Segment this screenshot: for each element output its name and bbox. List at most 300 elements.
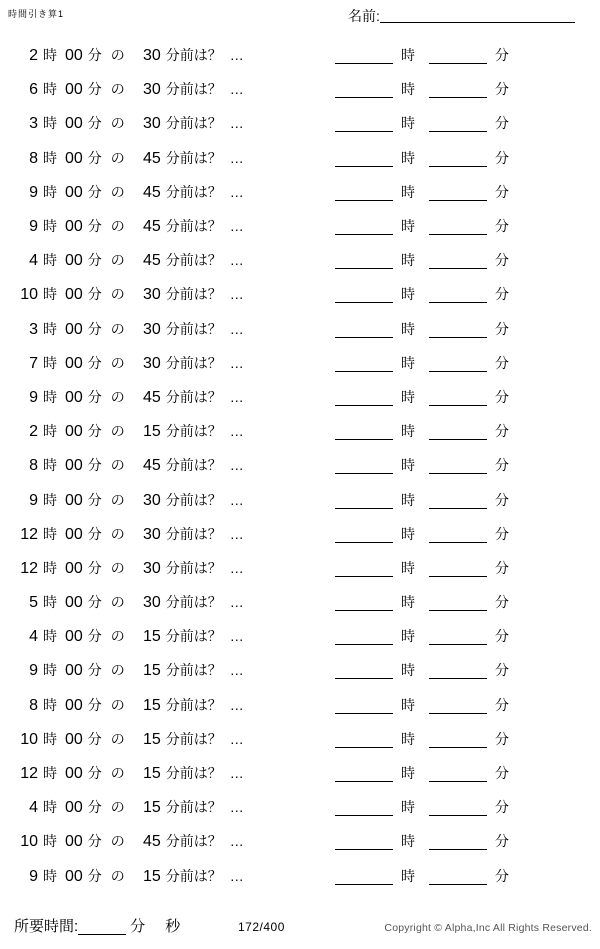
hour-unit-label: 時 xyxy=(43,252,57,269)
problem-subtract: 45 xyxy=(143,252,161,270)
problem-minute: 00 xyxy=(65,388,83,406)
hour-unit-label: 時 xyxy=(43,525,57,542)
minute-unit-label: 分 xyxy=(87,252,102,269)
of-label: の xyxy=(110,833,125,850)
answer-area xyxy=(335,320,600,338)
of-label: の xyxy=(110,183,125,200)
dots-label: … xyxy=(229,183,244,200)
problem-hour: 8 xyxy=(29,149,38,167)
problem-question xyxy=(0,455,335,475)
problem-minute: 00 xyxy=(65,218,83,236)
problem-question xyxy=(0,626,335,646)
answer-hour-input[interactable] xyxy=(335,696,393,714)
answer-minute-unit: 分 xyxy=(495,833,509,850)
of-label: の xyxy=(110,765,125,782)
dots-label: … xyxy=(229,594,244,611)
problem-minute: 00 xyxy=(65,183,83,201)
answer-minute-unit: 分 xyxy=(495,457,509,474)
answer-area xyxy=(335,114,600,132)
of-label: の xyxy=(110,628,125,645)
problem-question xyxy=(0,695,335,715)
problem-row xyxy=(0,688,600,722)
answer-hour-unit: 時 xyxy=(401,218,415,235)
before-label: 分前は？ xyxy=(165,765,222,782)
answer-area xyxy=(335,764,600,782)
problem-row xyxy=(0,824,600,858)
problem-question xyxy=(0,148,335,168)
hour-unit-label: 時 xyxy=(43,696,57,713)
problem-question xyxy=(0,421,335,441)
problem-subtract: 30 xyxy=(143,47,161,65)
hour-unit-label: 時 xyxy=(43,799,57,816)
answer-area xyxy=(335,525,600,543)
dots-label: … xyxy=(229,320,244,337)
answer-area xyxy=(335,730,600,748)
of-label: の xyxy=(110,491,125,508)
answer-minute-input[interactable] xyxy=(429,46,487,64)
of-label: の xyxy=(110,149,125,166)
answer-hour-input[interactable] xyxy=(335,798,393,816)
problem-hour: 12 xyxy=(20,765,38,783)
answer-hour-input[interactable] xyxy=(335,46,393,64)
answer-minute-unit: 分 xyxy=(495,696,509,713)
problem-row xyxy=(0,277,600,311)
answer-hour-input[interactable] xyxy=(335,285,393,303)
answer-hour-input[interactable] xyxy=(335,764,393,782)
problem-hour: 8 xyxy=(29,696,38,714)
minute-unit-label: 分 xyxy=(87,765,102,782)
minute-unit-label: 分 xyxy=(87,286,102,303)
answer-area xyxy=(335,559,600,577)
name-input-line[interactable] xyxy=(380,8,575,23)
answer-minute-unit: 分 xyxy=(495,47,509,64)
problem-question xyxy=(0,524,335,544)
answer-hour-unit: 時 xyxy=(401,833,415,850)
problem-subtract: 15 xyxy=(143,423,161,441)
dots-label: … xyxy=(229,559,244,576)
page-footer xyxy=(0,915,600,941)
problem-row xyxy=(0,312,600,346)
minute-unit-label: 分 xyxy=(87,218,102,235)
answer-hour-input[interactable] xyxy=(335,593,393,611)
of-label: の xyxy=(110,354,125,371)
hour-unit-label: 時 xyxy=(43,662,57,679)
answer-hour-unit: 時 xyxy=(401,286,415,303)
problem-minute: 00 xyxy=(65,320,83,338)
answer-minute-input[interactable] xyxy=(429,627,487,645)
problem-hour: 7 xyxy=(29,354,38,372)
answer-area xyxy=(335,149,600,167)
problem-hour: 9 xyxy=(29,388,38,406)
answer-area xyxy=(335,491,600,509)
time-taken-minute-input[interactable] xyxy=(78,917,126,935)
answer-minute-input[interactable] xyxy=(429,217,487,235)
answer-hour-unit: 時 xyxy=(401,423,415,440)
of-label: の xyxy=(110,662,125,679)
problem-row xyxy=(0,619,600,653)
answer-minute-unit: 分 xyxy=(495,320,509,337)
answer-hour-unit: 時 xyxy=(401,799,415,816)
answer-hour-input[interactable] xyxy=(335,217,393,235)
dots-label: … xyxy=(229,354,244,371)
minute-unit-label: 分 xyxy=(87,662,102,679)
hour-unit-label: 時 xyxy=(43,47,57,64)
problem-row xyxy=(0,38,600,72)
before-label: 分前は？ xyxy=(165,662,222,679)
minute-unit-label: 分 xyxy=(87,81,102,98)
problem-minute: 00 xyxy=(65,423,83,441)
problem-question xyxy=(0,490,335,510)
problem-minute: 00 xyxy=(65,47,83,65)
problem-hour: 6 xyxy=(29,81,38,99)
answer-minute-unit: 分 xyxy=(495,252,509,269)
problem-hour: 5 xyxy=(29,594,38,612)
answer-hour-unit: 時 xyxy=(401,47,415,64)
answer-minute-input[interactable] xyxy=(429,525,487,543)
dots-label: … xyxy=(229,423,244,440)
answer-area xyxy=(335,251,600,269)
problem-row xyxy=(0,243,600,277)
of-label: の xyxy=(110,47,125,64)
problem-hour: 3 xyxy=(29,115,38,133)
problem-row xyxy=(0,790,600,824)
problem-subtract: 15 xyxy=(143,730,161,748)
hour-unit-label: 時 xyxy=(43,833,57,850)
problem-subtract: 45 xyxy=(143,183,161,201)
problem-row xyxy=(0,517,600,551)
problem-subtract: 30 xyxy=(143,286,161,304)
answer-hour-input[interactable] xyxy=(335,388,393,406)
answer-hour-input[interactable] xyxy=(335,183,393,201)
answer-minute-input[interactable] xyxy=(429,114,487,132)
problem-minute: 00 xyxy=(65,799,83,817)
of-label: の xyxy=(110,286,125,303)
before-label: 分前は？ xyxy=(165,559,222,576)
answer-hour-input[interactable] xyxy=(335,730,393,748)
answer-minute-unit: 分 xyxy=(495,799,509,816)
answer-hour-input[interactable] xyxy=(335,661,393,679)
problem-subtract: 30 xyxy=(143,594,161,612)
time-taken-second-unit: 秒 xyxy=(165,918,181,935)
of-label: の xyxy=(110,559,125,576)
hour-unit-label: 時 xyxy=(43,628,57,645)
answer-minute-unit: 分 xyxy=(495,218,509,235)
answer-minute-unit: 分 xyxy=(495,286,509,303)
problem-question xyxy=(0,113,335,133)
answer-minute-input[interactable] xyxy=(429,80,487,98)
before-label: 分前は？ xyxy=(165,594,222,611)
before-label: 分前は？ xyxy=(165,833,222,850)
minute-unit-label: 分 xyxy=(87,183,102,200)
answer-minute-input[interactable] xyxy=(429,730,487,748)
problem-minute: 00 xyxy=(65,525,83,543)
of-label: の xyxy=(110,218,125,235)
problem-row xyxy=(0,482,600,516)
answer-hour-unit: 時 xyxy=(401,252,415,269)
hour-unit-label: 時 xyxy=(43,388,57,405)
problem-subtract: 15 xyxy=(143,628,161,646)
answer-hour-input[interactable] xyxy=(335,627,393,645)
problem-minute: 00 xyxy=(65,115,83,133)
answer-minute-input[interactable] xyxy=(429,764,487,782)
problem-hour: 2 xyxy=(29,423,38,441)
problem-subtract: 45 xyxy=(143,218,161,236)
dots-label: … xyxy=(229,115,244,132)
problem-question xyxy=(0,387,335,407)
answer-hour-input[interactable] xyxy=(335,251,393,269)
minute-unit-label: 分 xyxy=(87,628,102,645)
answer-hour-input[interactable] xyxy=(335,867,393,885)
problem-minute: 00 xyxy=(65,491,83,509)
answer-area xyxy=(335,422,600,440)
before-label: 分前は？ xyxy=(165,252,222,269)
of-label: の xyxy=(110,115,125,132)
problem-hour: 4 xyxy=(29,799,38,817)
problem-subtract: 45 xyxy=(143,388,161,406)
answer-hour-unit: 時 xyxy=(401,320,415,337)
before-label: 分前は？ xyxy=(165,183,222,200)
answer-minute-input[interactable] xyxy=(429,251,487,269)
answer-minute-unit: 分 xyxy=(495,525,509,542)
dots-label: … xyxy=(229,491,244,508)
answer-minute-unit: 分 xyxy=(495,765,509,782)
answer-area xyxy=(335,80,600,98)
hour-unit-label: 時 xyxy=(43,81,57,98)
answer-minute-input[interactable] xyxy=(429,559,487,577)
answer-minute-unit: 分 xyxy=(495,423,509,440)
dots-label: … xyxy=(229,81,244,98)
hour-unit-label: 時 xyxy=(43,730,57,747)
answer-hour-input[interactable] xyxy=(335,491,393,509)
answer-area xyxy=(335,456,600,474)
before-label: 分前は？ xyxy=(165,628,222,645)
problem-hour: 2 xyxy=(29,47,38,65)
minute-unit-label: 分 xyxy=(87,696,102,713)
problem-minute: 00 xyxy=(65,559,83,577)
answer-minute-unit: 分 xyxy=(495,115,509,132)
answer-area xyxy=(335,388,600,406)
problem-question xyxy=(0,353,335,373)
problem-hour: 9 xyxy=(29,218,38,236)
time-taken-minute-unit: 分 xyxy=(130,918,146,935)
before-label: 分前は？ xyxy=(165,286,222,303)
problem-minute: 00 xyxy=(65,286,83,304)
problem-row xyxy=(0,722,600,756)
answer-minute-unit: 分 xyxy=(495,628,509,645)
before-label: 分前は？ xyxy=(165,47,222,64)
hour-unit-label: 時 xyxy=(43,491,57,508)
minute-unit-label: 分 xyxy=(87,115,102,132)
answer-hour-unit: 時 xyxy=(401,696,415,713)
answer-hour-unit: 時 xyxy=(401,354,415,371)
answer-minute-input[interactable] xyxy=(429,798,487,816)
answer-minute-input[interactable] xyxy=(429,456,487,474)
answer-area xyxy=(335,867,600,885)
of-label: の xyxy=(110,730,125,747)
before-label: 分前は？ xyxy=(165,388,222,405)
dots-label: … xyxy=(229,799,244,816)
answer-hour-unit: 時 xyxy=(401,388,415,405)
problem-question xyxy=(0,831,335,851)
answer-area xyxy=(335,183,600,201)
dots-label: … xyxy=(229,730,244,747)
problem-minute: 00 xyxy=(65,867,83,885)
before-label: 分前は？ xyxy=(165,457,222,474)
hour-unit-label: 時 xyxy=(43,183,57,200)
problem-row xyxy=(0,653,600,687)
answer-hour-input[interactable] xyxy=(335,559,393,577)
problem-minute: 00 xyxy=(65,662,83,680)
problem-minute: 00 xyxy=(65,594,83,612)
problem-subtract: 45 xyxy=(143,833,161,851)
problem-row xyxy=(0,380,600,414)
minute-unit-label: 分 xyxy=(87,559,102,576)
of-label: の xyxy=(110,525,125,542)
answer-minute-input[interactable] xyxy=(429,593,487,611)
problem-question xyxy=(0,319,335,339)
answer-hour-unit: 時 xyxy=(401,491,415,508)
problem-subtract: 30 xyxy=(143,491,161,509)
problem-question xyxy=(0,866,335,886)
answer-minute-input[interactable] xyxy=(429,867,487,885)
problem-subtract: 30 xyxy=(143,525,161,543)
problem-minute: 00 xyxy=(65,833,83,851)
answer-hour-input[interactable] xyxy=(335,525,393,543)
answer-minute-unit: 分 xyxy=(495,559,509,576)
problem-subtract: 30 xyxy=(143,81,161,99)
minute-unit-label: 分 xyxy=(87,730,102,747)
answer-minute-input[interactable] xyxy=(429,491,487,509)
answer-hour-input[interactable] xyxy=(335,456,393,474)
answer-minute-input[interactable] xyxy=(429,422,487,440)
answer-hour-input[interactable] xyxy=(335,80,393,98)
dots-label: … xyxy=(229,662,244,679)
of-label: の xyxy=(110,867,125,884)
answer-hour-unit: 時 xyxy=(401,662,415,679)
minute-unit-label: 分 xyxy=(87,491,102,508)
problem-question xyxy=(0,660,335,680)
answer-minute-input[interactable] xyxy=(429,832,487,850)
problem-minute: 00 xyxy=(65,252,83,270)
answer-hour-input[interactable] xyxy=(335,422,393,440)
minute-unit-label: 分 xyxy=(87,423,102,440)
problem-row xyxy=(0,414,600,448)
answer-minute-unit: 分 xyxy=(495,354,509,371)
problem-hour: 12 xyxy=(20,525,38,543)
answer-hour-input[interactable] xyxy=(335,354,393,372)
answer-minute-input[interactable] xyxy=(429,388,487,406)
answer-hour-unit: 時 xyxy=(401,594,415,611)
of-label: の xyxy=(110,388,125,405)
answer-minute-unit: 分 xyxy=(495,730,509,747)
name-field-area xyxy=(348,8,575,23)
problem-list xyxy=(0,38,600,893)
answer-hour-unit: 時 xyxy=(401,183,415,200)
problem-question xyxy=(0,763,335,783)
answer-minute-input[interactable] xyxy=(429,320,487,338)
problem-subtract: 15 xyxy=(143,765,161,783)
dots-label: … xyxy=(229,47,244,64)
problem-question xyxy=(0,216,335,236)
of-label: の xyxy=(110,81,125,98)
problem-subtract: 30 xyxy=(143,354,161,372)
hour-unit-label: 時 xyxy=(43,286,57,303)
before-label: 分前は？ xyxy=(165,867,222,884)
answer-minute-input[interactable] xyxy=(429,661,487,679)
answer-area xyxy=(335,217,600,235)
problem-subtract: 45 xyxy=(143,457,161,475)
before-label: 分前は？ xyxy=(165,218,222,235)
minute-unit-label: 分 xyxy=(87,594,102,611)
answer-minute-input[interactable] xyxy=(429,354,487,372)
problem-subtract: 30 xyxy=(143,115,161,133)
answer-minute-unit: 分 xyxy=(495,388,509,405)
minute-unit-label: 分 xyxy=(87,867,102,884)
minute-unit-label: 分 xyxy=(87,354,102,371)
problem-hour: 9 xyxy=(29,183,38,201)
problem-subtract: 15 xyxy=(143,867,161,885)
hour-unit-label: 時 xyxy=(43,867,57,884)
copyright-notice: Copyright © Alpha,Inc All Rights Reserved. xyxy=(384,922,592,934)
before-label: 分前は？ xyxy=(165,799,222,816)
page-number: 172/400 xyxy=(238,920,285,934)
answer-hour-input[interactable] xyxy=(335,114,393,132)
of-label: の xyxy=(110,320,125,337)
of-label: の xyxy=(110,594,125,611)
answer-hour-unit: 時 xyxy=(401,765,415,782)
problem-row xyxy=(0,448,600,482)
time-taken-label: 所要時間: xyxy=(14,918,79,935)
dots-label: … xyxy=(229,833,244,850)
problem-minute: 00 xyxy=(65,354,83,372)
problem-row xyxy=(0,175,600,209)
answer-minute-input[interactable] xyxy=(429,696,487,714)
answer-hour-unit: 時 xyxy=(401,149,415,166)
answer-area xyxy=(335,832,600,850)
answer-hour-input[interactable] xyxy=(335,149,393,167)
answer-hour-input[interactable] xyxy=(335,832,393,850)
minute-unit-label: 分 xyxy=(87,149,102,166)
answer-minute-unit: 分 xyxy=(495,183,509,200)
minute-unit-label: 分 xyxy=(87,457,102,474)
problem-subtract: 15 xyxy=(143,799,161,817)
problem-hour: 4 xyxy=(29,252,38,270)
minute-unit-label: 分 xyxy=(87,525,102,542)
answer-minute-input[interactable] xyxy=(429,285,487,303)
answer-hour-unit: 時 xyxy=(401,525,415,542)
answer-area xyxy=(335,354,600,372)
problem-hour: 10 xyxy=(20,286,38,304)
answer-hour-input[interactable] xyxy=(335,320,393,338)
problem-minute: 00 xyxy=(65,81,83,99)
answer-area xyxy=(335,661,600,679)
problem-subtract: 15 xyxy=(143,662,161,680)
hour-unit-label: 時 xyxy=(43,423,57,440)
problem-question xyxy=(0,45,335,65)
dots-label: … xyxy=(229,388,244,405)
problem-hour: 8 xyxy=(29,457,38,475)
problem-minute: 00 xyxy=(65,628,83,646)
problem-hour: 9 xyxy=(29,491,38,509)
problem-hour: 4 xyxy=(29,628,38,646)
problem-hour: 10 xyxy=(20,730,38,748)
answer-minute-input[interactable] xyxy=(429,149,487,167)
before-label: 分前は？ xyxy=(165,730,222,747)
page-header xyxy=(0,0,600,30)
of-label: の xyxy=(110,696,125,713)
answer-minute-input[interactable] xyxy=(429,183,487,201)
problem-minute: 00 xyxy=(65,149,83,167)
